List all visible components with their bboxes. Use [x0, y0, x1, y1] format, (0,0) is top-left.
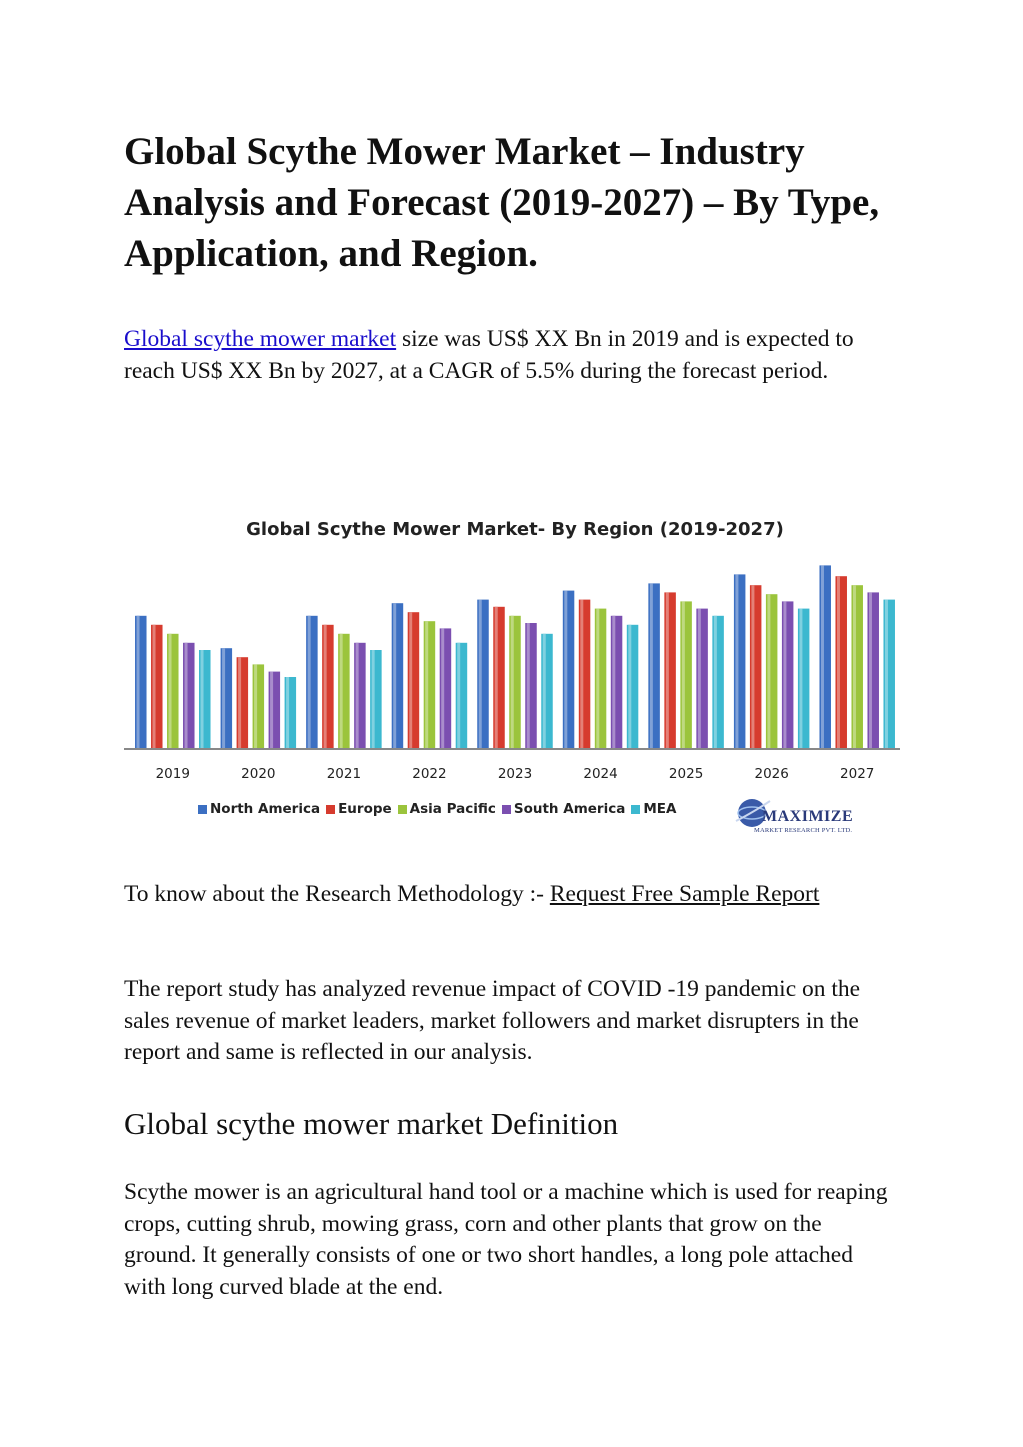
bar-highlight: [511, 616, 514, 749]
bar-highlight: [324, 625, 327, 749]
market-link[interactable]: Global scythe mower market: [124, 326, 397, 352]
bar-highlight: [543, 634, 546, 749]
region-chart: [120, 505, 910, 850]
bar-highlight: [153, 625, 156, 749]
bar-highlight: [821, 565, 824, 749]
bar-highlight: [340, 634, 343, 749]
bar-highlight: [409, 612, 412, 749]
x-tick-label: 2021: [326, 766, 362, 782]
bar-highlight: [869, 592, 872, 749]
legend-label: MEA: [643, 801, 677, 817]
bar-highlight: [666, 592, 669, 749]
legend-label: North America: [210, 801, 321, 817]
bar-highlight: [735, 574, 738, 749]
bar-highlight: [495, 607, 498, 749]
bar-highlight: [580, 600, 583, 749]
legend-item: [398, 801, 496, 817]
bar-highlight: [698, 609, 701, 749]
bar-highlight: [650, 583, 653, 749]
bar-highlight: [308, 616, 311, 749]
intro-paragraph: [124, 324, 894, 387]
legend-swatch: [198, 805, 207, 814]
bar-highlight: [612, 616, 615, 749]
legend-swatch: [502, 805, 511, 814]
bar-highlight: [682, 601, 685, 749]
x-tick-label: 2020: [241, 766, 276, 782]
bar-highlight: [596, 609, 599, 749]
x-tick-label: 2025: [668, 766, 704, 782]
bar-highlight: [137, 616, 140, 749]
bar-highlight: [853, 585, 856, 749]
legend-swatch: [398, 805, 407, 814]
covid-paragraph: The report study has analyzed revenue impact of COVID -19 pandemic on the sales revenue of market leaders, market followers and market disrupters in the report and same is reflected in our analysis.: [124, 976, 861, 1065]
legend-label: Europe: [338, 801, 392, 817]
legend-swatch: [631, 805, 640, 814]
x-tick-label: 2024: [583, 766, 618, 782]
legend-item: [198, 801, 320, 817]
intro-text: size was US$ XX Bn in 2019 and is expected to reach US$ XX Bn by 2027, at a CAGR of 5.5% during the forecast period.: [124, 326, 854, 384]
x-tick-label: 2027: [840, 766, 875, 782]
bar-highlight: [564, 591, 567, 749]
bar-highlight: [767, 594, 770, 749]
legend-item: [326, 801, 392, 817]
request-sample-link[interactable]: Request Free Sample Report: [549, 881, 820, 907]
logo-word: MAXIMIZE: [762, 808, 854, 825]
x-tick-label: 2019: [155, 766, 190, 782]
definition-heading: Global scythe mower market Definition: [124, 1106, 619, 1141]
logo-subtitle: MARKET RESEARCH PVT. LTD.: [754, 827, 853, 834]
bar-highlight: [238, 657, 241, 749]
bar-highlight: [372, 650, 375, 749]
bar-highlight: [441, 628, 444, 749]
bar-highlight: [270, 672, 273, 749]
maximize-logo: [732, 791, 872, 841]
chart-plot: [120, 505, 910, 795]
bar-highlight: [425, 621, 428, 749]
bar-highlight: [783, 601, 786, 749]
chart-legend: [198, 801, 676, 817]
bar-highlight: [457, 643, 460, 749]
legend-swatch: [326, 805, 335, 814]
x-tick-label: 2023: [497, 766, 533, 782]
bar-highlight: [222, 648, 225, 749]
bar-highlight: [393, 603, 396, 749]
definition-paragraph: Scythe mower is an agricultural hand tool or a machine which is used for reaping crops, cutting shrub, mowing grass, corn and other plants that grow on the ground. It generally consists of one or two short handles, a long pole attached with long curved blade at the end.: [124, 1179, 888, 1300]
bar-highlight: [714, 616, 717, 749]
methodology-paragraph: [124, 879, 894, 911]
bar-highlight: [185, 643, 188, 749]
bar-highlight: [799, 609, 802, 749]
legend-item: [631, 801, 676, 817]
chart-title: Global Scythe Mower Market- By Region (2019-2027): [246, 519, 784, 540]
bar-highlight: [837, 576, 840, 749]
legend-item: [502, 801, 625, 817]
x-tick-label: 2026: [754, 766, 789, 782]
bar-highlight: [356, 643, 359, 749]
bar-highlight: [527, 623, 530, 749]
legend-label: South America: [513, 801, 626, 817]
bar-highlight: [286, 677, 289, 749]
bar-highlight: [254, 664, 257, 749]
bar-highlight: [169, 634, 172, 749]
bar-highlight: [479, 600, 482, 749]
legend-label: Asia Pacific: [409, 801, 496, 817]
bar-highlight: [201, 650, 204, 749]
bar-highlight: [628, 625, 631, 749]
methodology-text: To know about the Research Methodology :-: [124, 881, 550, 907]
page-title: Global Scythe Mower Market – Industry Analysis and Forecast (2019-2027) – By Type, Application, and Region.: [124, 130, 880, 275]
bar-highlight: [751, 585, 754, 749]
x-tick-label: 2022: [412, 766, 447, 782]
bar-highlight: [885, 600, 888, 749]
